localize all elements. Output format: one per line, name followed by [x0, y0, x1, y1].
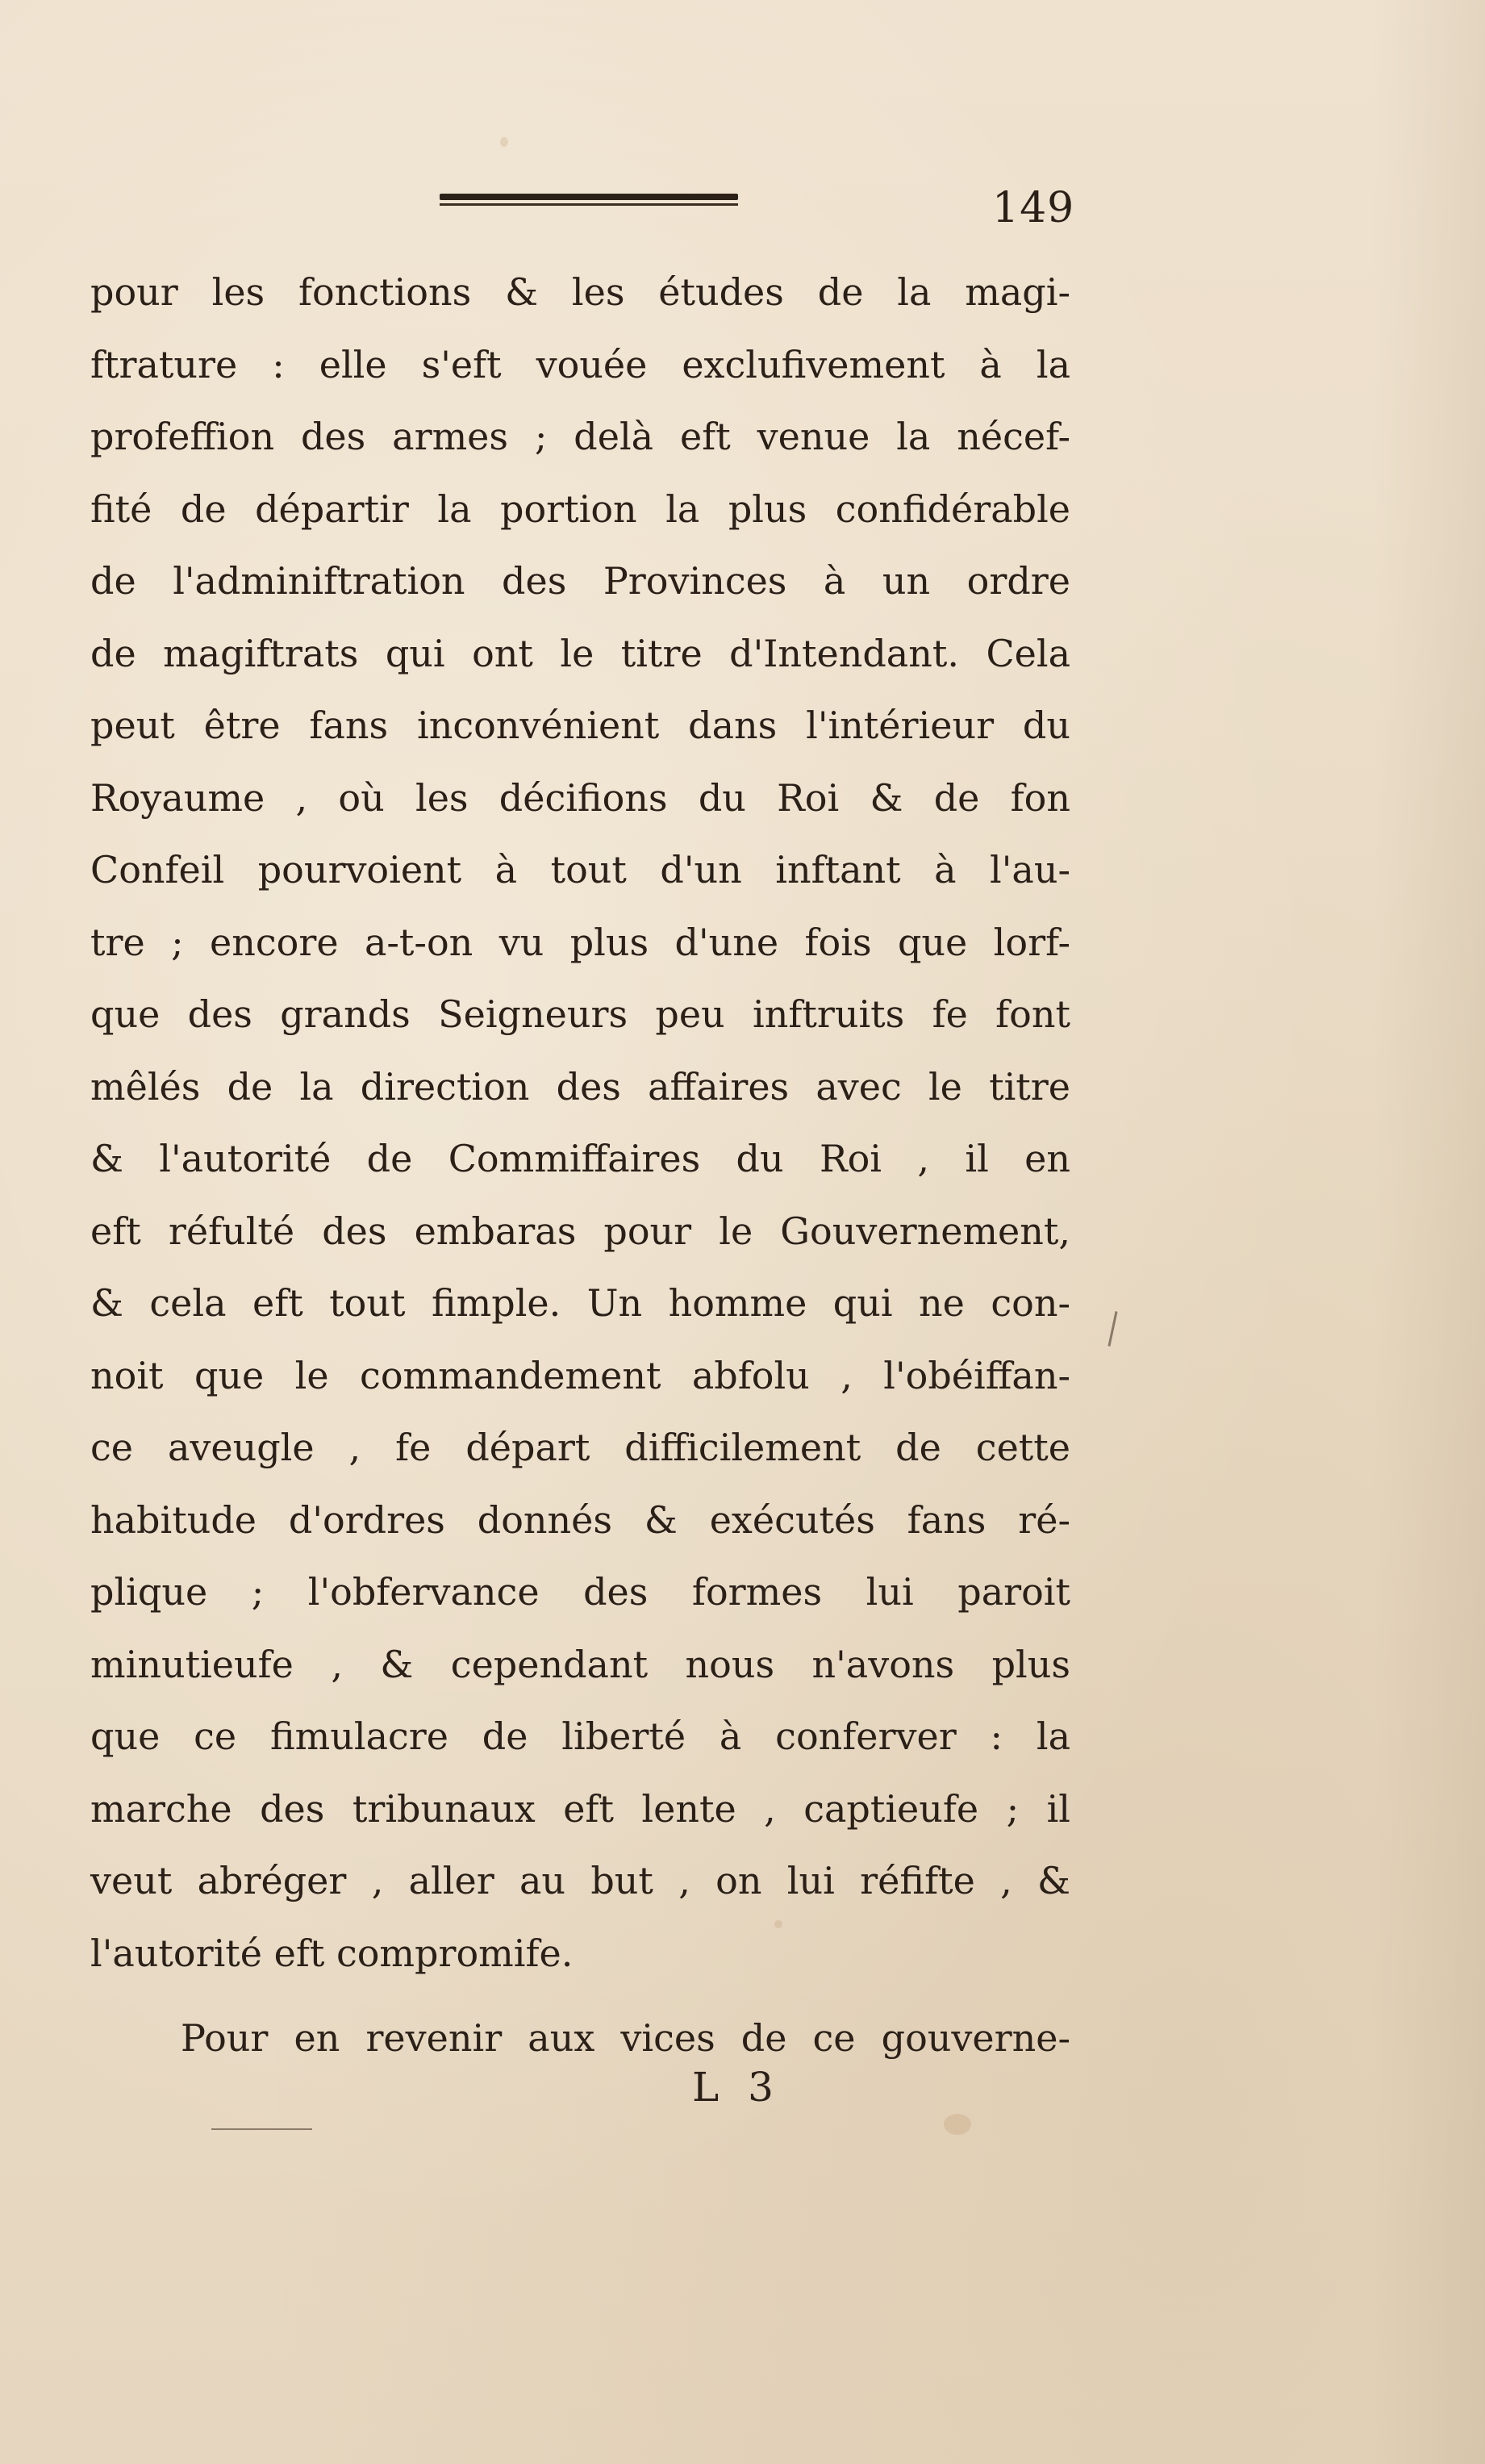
text-line: veut abréger , aller au but , on lui réfifte , & [90, 1859, 1070, 1902]
text-line: habitude d'ordres donnés & exécutés fans ré- [90, 1497, 1070, 1542]
text-line: noit que le commandement abfolu , l'obéiffan- [90, 1353, 1070, 1397]
text-line: eft réfulté des embaras pour le Gouvernement, [90, 1209, 1070, 1253]
header-rule-thin [440, 203, 738, 206]
text-line: ftrature : elle s'eft vouée exclufivement à la [90, 342, 1070, 386]
text-line: peut être fans inconvénient dans l'intérieur du [90, 704, 1070, 747]
text-line: plique ; l'obfervance des formes lui paroit [90, 1570, 1070, 1614]
header-rule-thick [440, 194, 738, 200]
body-text [90, 257, 1070, 2075]
paper-stain [944, 2114, 971, 2135]
text-line: que ce fimulacre de liberté à conferver : la [90, 1714, 1070, 1758]
text-line: profeffion des armes ; delà eft venue la nécef- [90, 415, 1070, 458]
header-rule [440, 194, 738, 207]
page-number: 149 [992, 184, 1075, 232]
text-line: pour les fonctions & les études de la magi- [90, 270, 1070, 314]
paragraph-end-line: l'autorité eft compromife. [90, 1931, 574, 1975]
text-line: & l'autorité de Commiffaires du Roi , il en [90, 1137, 1070, 1180]
text-line: marche des tribunaux eft lente , captieufe ; il [90, 1786, 1070, 1831]
text-line: ce aveugle , fe départ difficilement de cette [90, 1426, 1070, 1469]
text-line: minutieufe , & cependant nous n'avons plus [90, 1642, 1070, 1686]
text-line: mêlés de la direction des affaires avec le titre [90, 1064, 1070, 1109]
ink-mark [1107, 1311, 1117, 1347]
paper-stain [500, 137, 508, 147]
ink-mark [211, 2128, 312, 2130]
text-line: & cela eft tout fimple. Un homme qui ne con- [90, 1281, 1070, 1325]
page-edge-shadow [1372, 0, 1485, 2464]
text-line: que des grands Seigneurs peu inftruits fe font [90, 992, 1070, 1036]
text-line: fité de départir la portion la plus confidérable [90, 487, 1070, 531]
text-line: tre ; encore a-t-on vu plus d'une fois que lorf- [90, 920, 1070, 964]
text-line: de magiftrats qui ont le titre d'Intendant. Cela [90, 631, 1070, 675]
text-line: Royaume , où les décifions du Roi & de fon [90, 775, 1070, 820]
text-line: Confeil pourvoient à tout d'un inftant à l'au- [90, 848, 1070, 892]
signature-mark: L 3 [692, 2064, 782, 2111]
paragraph-start-line: Pour en revenir aux vices de ce gouverne- [181, 2016, 1070, 2060]
text-line: de l'adminiftration des Provinces à un ordre [90, 559, 1070, 603]
